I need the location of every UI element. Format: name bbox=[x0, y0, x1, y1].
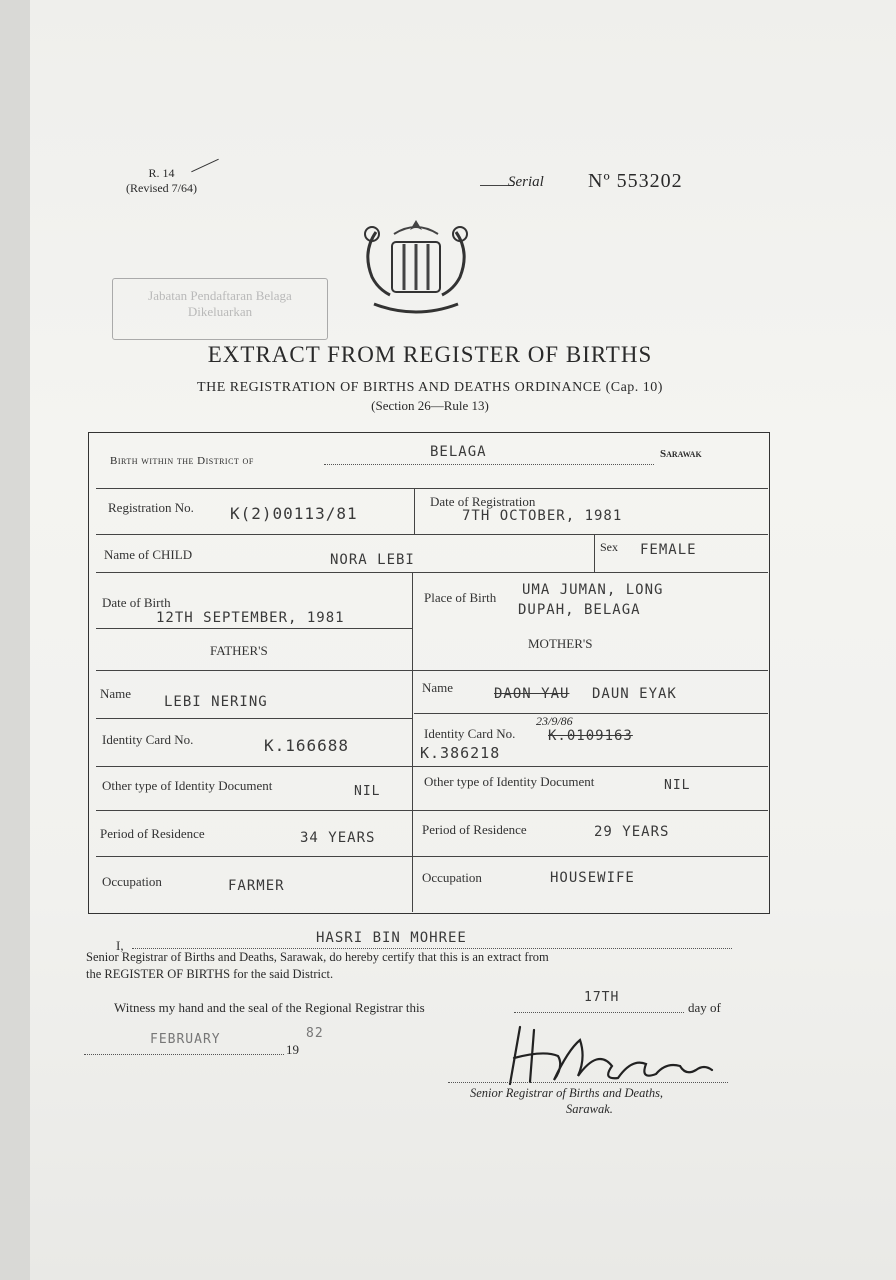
row-divider bbox=[96, 856, 768, 857]
father-ic-label: Identity Card No. bbox=[102, 732, 194, 747]
day-dotted-line bbox=[514, 1012, 684, 1013]
form-code: R. 14 bbox=[148, 166, 175, 180]
father-occupation-label: Occupation bbox=[102, 874, 162, 889]
witness-text: Witness my hand and the seal of the Regional Registrar this bbox=[114, 1000, 425, 1015]
mother-ic-value: K.386218 bbox=[420, 744, 501, 762]
year-value: 82 bbox=[306, 1026, 324, 1041]
form-revised: (Revised 7/64) bbox=[126, 181, 197, 195]
mother-name-label: Name bbox=[422, 680, 454, 695]
mother-other-id-value: NIL bbox=[664, 778, 691, 793]
document-title: EXTRACT FROM REGISTER OF BIRTHS bbox=[207, 342, 653, 367]
column-divider bbox=[594, 534, 595, 572]
certification-line-2: the REGISTER OF BIRTHS for the said District. bbox=[86, 967, 334, 981]
mother-name-struck: DAON YAU bbox=[494, 686, 570, 702]
day-suffix: day of bbox=[688, 1000, 721, 1015]
place-of-birth-value-line-1: UMA JUMAN, LONG bbox=[522, 582, 664, 598]
mother-name-value: DAUN EYAK bbox=[592, 686, 677, 702]
mother-residence-label: Period of Residence bbox=[422, 822, 527, 837]
month-value: FEBRUARY bbox=[150, 1032, 221, 1047]
mother-heading: MOTHER'S bbox=[528, 636, 593, 651]
row-divider bbox=[96, 718, 412, 719]
day-value: 17TH bbox=[584, 990, 620, 1005]
form-code-block bbox=[126, 166, 197, 196]
father-other-id-label: Other type of Identity Document bbox=[102, 778, 273, 793]
father-residence-value: 34 YEARS bbox=[300, 830, 376, 846]
sex-label: Sex bbox=[600, 540, 618, 554]
year-prefix: 19 bbox=[286, 1042, 299, 1057]
row-divider bbox=[96, 810, 768, 811]
registration-number-label: Registration No. bbox=[108, 500, 194, 515]
column-divider bbox=[414, 488, 415, 534]
row-divider bbox=[414, 713, 768, 714]
stamp-line-1: Jabatan Pendaftaran Belaga bbox=[148, 288, 292, 303]
father-other-id-value: NIL bbox=[354, 784, 381, 799]
place-of-birth-value-line-2: DUPAH, BELAGA bbox=[518, 602, 641, 618]
row-divider bbox=[96, 488, 768, 489]
sex-value: FEMALE bbox=[640, 542, 697, 558]
child-name-label: Name of CHILD bbox=[104, 547, 193, 562]
certification-prefix: I, bbox=[116, 938, 124, 953]
mother-ic-struck: K.0109163 bbox=[548, 728, 633, 744]
date-of-birth-label: Date of Birth bbox=[102, 595, 171, 610]
document-subtitle: THE REGISTRATION OF BIRTHS AND DEATHS ORDINANCE (Cap. 10) bbox=[197, 380, 663, 395]
serial-number: Nº 553202 bbox=[588, 170, 683, 192]
mother-occupation-label: Occupation bbox=[422, 870, 482, 885]
father-name-label: Name bbox=[100, 686, 132, 701]
signature-title-line-1: Senior Registrar of Births and Deaths, bbox=[470, 1086, 664, 1100]
document-paper bbox=[30, 0, 896, 1280]
serial-label: Serial bbox=[508, 174, 544, 190]
place-of-birth-label: Place of Birth bbox=[424, 590, 497, 605]
row-divider bbox=[96, 766, 768, 767]
faded-office-stamp bbox=[112, 278, 328, 340]
row-divider bbox=[96, 534, 768, 535]
registration-number-value: K(2)00113/81 bbox=[230, 504, 358, 523]
stamp-line-2: Dikeluarkan bbox=[187, 304, 253, 319]
district-state: Sarawak bbox=[660, 448, 702, 460]
father-name-value: LEBI NERING bbox=[164, 694, 268, 710]
district-value: BELAGA bbox=[430, 444, 487, 460]
month-dotted-line bbox=[84, 1054, 284, 1055]
coat-of-arms-emblem bbox=[346, 212, 486, 322]
mother-residence-value: 29 YEARS bbox=[594, 824, 670, 840]
row-divider bbox=[96, 628, 412, 629]
mother-ic-correction-note: 23/9/86 bbox=[536, 714, 573, 728]
father-residence-label: Period of Residence bbox=[100, 826, 205, 841]
registrar-dotted-line bbox=[132, 948, 732, 949]
row-divider bbox=[96, 572, 768, 573]
mother-ic-label: Identity Card No. bbox=[424, 726, 516, 741]
mother-occupation-value: HOUSEWIFE bbox=[550, 870, 635, 886]
district-dotted-line bbox=[324, 464, 654, 465]
registration-date-value: 7TH OCTOBER, 1981 bbox=[462, 508, 623, 524]
row-divider bbox=[96, 670, 768, 671]
signature-title-line-2: Sarawak. bbox=[566, 1102, 613, 1116]
registrar-name: HASRI BIN MOHREE bbox=[316, 930, 467, 946]
father-heading: FATHER'S bbox=[210, 643, 268, 658]
father-ic-value: K.166688 bbox=[264, 736, 350, 755]
registration-date-label: Date of Registration bbox=[430, 494, 536, 509]
father-occupation-value: FARMER bbox=[228, 878, 285, 894]
date-of-birth-value: 12TH SEPTEMBER, 1981 bbox=[156, 610, 345, 626]
column-divider bbox=[412, 572, 413, 912]
signature-dotted-line bbox=[448, 1082, 728, 1083]
certification-line-1: Senior Registrar of Births and Deaths, Sarawak, do hereby certify that this is an extract from bbox=[86, 950, 549, 964]
child-name-value: NORA LEBI bbox=[330, 552, 415, 568]
mother-other-id-label: Other type of Identity Document bbox=[424, 774, 595, 789]
section-reference: (Section 26—Rule 13) bbox=[371, 398, 489, 413]
district-label: Birth within the District of bbox=[110, 455, 254, 467]
